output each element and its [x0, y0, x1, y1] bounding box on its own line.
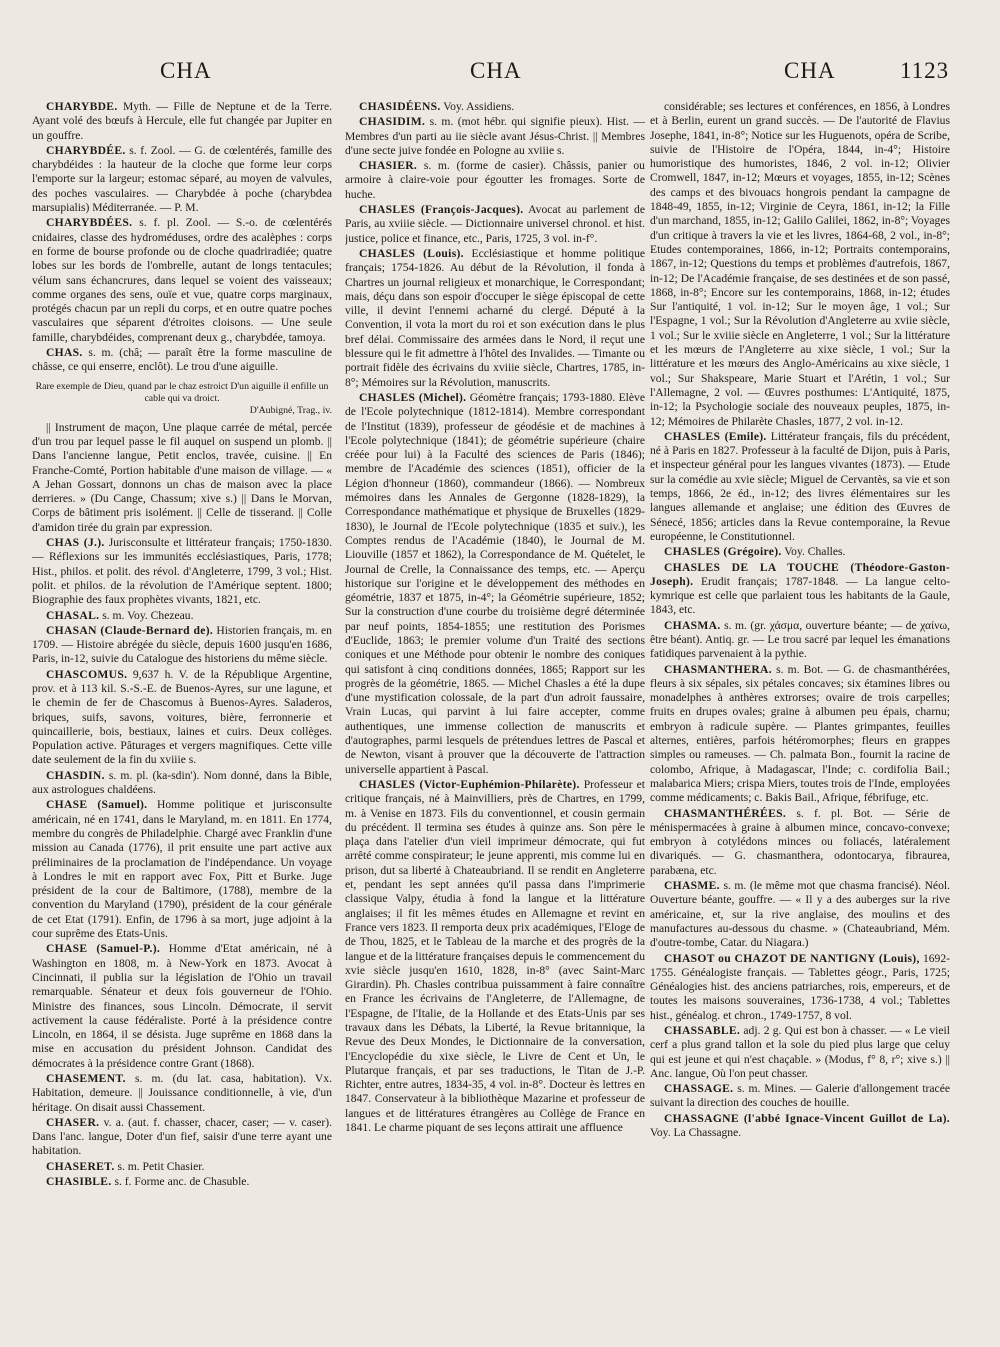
entry-text: s. f. Forme anc. de Chasuble.	[114, 1175, 250, 1189]
entry-text: s. f. pl. Bot. — Série de ménispermacées à graine à albumen mince, concavo-convexe; embryon à cotylédons minces ou foliacés, latéralement divariqués. — G. chasmanthera, odontocarya, fibraurea, parabæna, etc.	[650, 806, 950, 877]
entry-headword: CHASIBLE.	[46, 1175, 112, 1189]
entry-text: s. m. pl. (ka-sdin'). Nom donné, dans la Bible, aux astrologues chaldéens.	[32, 768, 332, 797]
entry-text: Jurisconsulte et littérateur français; 1750-1830. — Réflexions sur les immunités ecclésiastiques, Paris, 1778; Hist., philos. et polit. des révol. d'Angleterre, 1799, 3 vol.; Hist. polit. et philos. de la révolution de l'Amérique septent. 1800; Biographie des faux prophètes vivants, 1821, etc.	[32, 536, 332, 607]
entry-headword: CHASER.	[46, 1115, 100, 1129]
dictionary-entry	[650, 619, 950, 662]
entry-headword: CHARYBDÉES.	[46, 216, 133, 230]
entry-headword: CHASSABLE.	[664, 1024, 741, 1037]
dictionary-entry	[345, 115, 645, 158]
entry-headword: CHASLES (Grégoire).	[664, 545, 782, 559]
dictionary-entry	[345, 778, 645, 1135]
entry-headword: CHASLES DE LA TOUCHE (Théodore-Gaston-Joseph).	[650, 560, 950, 588]
dictionary-entry	[32, 216, 332, 345]
entry-text: || Instrument de maçon, Une plaque carrée de métal, percée d'un trou par lequel passe le fil auquel on suspend un plomb. || Dans l'ancienne langue, Petit enclos, travée, cuisine. || En Franche-Comté, Portion habitable d'une maison de village. — « A Jehan Gossart, donnons un chas de maison avec la place derrieres. » (Du Cange, Chassum; xive s.) || Dans le Morvan, Corps de bâtiment pris isolément. || Celle de tisserand. || Colle d'amidon tirée du grain par expression.	[32, 420, 332, 534]
dictionary-entry	[32, 1160, 332, 1174]
entry-text: Homme politique et jurisconsulte américain, né en 1741, dans le Maryland, m. en 1811. En 1774, membre du congrès de Philadelphie. Chargé avec Franklin d'une mission au Canada (1776), il prit ensuite une part active aux préliminaires de la proclamation de l'indépendance. Un voyage à Londres le mit en rapport avec Fox, Pitt et Burke. Juge président de la cour de Baltimore, (1788), membre de la convention du Maryland (1790), président de la cour générale de cet Etat (1791). Enfin, de 1796 à sa mort, juge adjoint à la cour suprême des Etats-Unis.	[32, 798, 332, 941]
entry-text: Géomètre français; 1793-1880. Elève de l'Ecole polytechnique (1812-1814). Membre correspondant de l'Institut (1839), professeur de géodésie et de machines à l'Ecole polytechnique (1841); de géométrie supérieure (chaire créée pour lui) à la Faculté des sciences de Paris (1846); membre de l'Académie des sciences (1851), officier de la Légion d'honneur (1860), commandeur (1866). — Nombreux mémoires dans les Annales de Gergonne (1828-1829), la Correspondance mathématique et physique de Bruxelles (1829-1830), le Journal de l'Ecole polytechnique (1835 et suiv.), les Comptes rendus de l'Académie (1840), le Journal de M. Liouville (1857 et 1862), la Correspondance de M. Quételet, le Journal de Crelle, la Connaissance des temps, etc. — Aperçu historique sur l'origine et le développement des méthodes en géométrie, 1837 et 1875, in-4°; la Géométrie supérieure, 1852; Sur la construction d'une courbe du troisième degré déterminée par neuf points, 1854-1855; une restitution des Porismes d'Euclide, 1863; le premier volume d'un Traité des sections coniques et une Méthode pour obtenir le nombre des coniques qui satisfont à cinq conditions données, 1865; Rapport sur les progrès de la géométrie, 1865. — Michel Chasles a été la dupe d'une mystification colossale, de la part d'un adroit faussaire, Vrain Lucas, qui parvint à lui faire accepter, comme authentiques, une immense collection de manuscrits et d'autographes, parmi lesquels de prétendues lettres de Pascal et de Newton, visant à prouver que la découverte de l'attraction universelle appartient à Pascal.	[345, 390, 645, 776]
entry-text: s. m. Bot. — G. de chasmanthérées, fleurs à six sépales, six pétales concaves; six étamines libres ou monadelphes à anthères extrorses; ovaire de trois carpelles; fruits en drupes ovales; graine à albumen peu épais, charnu; embryon à radicule supère. — Plantes grimpantes, feuilles alternes, entières, parfois hétéromorphes; fleurs en grappes simples ou rameuses. — Ch. palmata Bon., fournit la racine de colombo, Afrique, à Madagascar, l'Inde; c. cordifolia Bail.; malabarica Miers; crispa Miers, toutes trois de l'Inde, employées comme médicaments; c. Bakis Bail., Afrique, fébrifuge, etc.	[650, 662, 950, 805]
dictionary-entry	[32, 346, 332, 375]
dictionary-entry	[32, 1072, 332, 1115]
entry-headword: CHASEMENT.	[46, 1072, 126, 1085]
entry-headword: CHASE (Samuel).	[46, 798, 148, 812]
dictionary-entry	[650, 879, 950, 950]
dictionary-entry	[32, 536, 332, 607]
dictionary-entry	[345, 203, 645, 246]
entry-headword: CHASSAGE.	[664, 1082, 734, 1096]
entry-text: v. a. (aut. f. chasser, chacer, caser; — v. caser). Dans l'anc. langue, Doter d'un fief, saisir d'une terre ayant une habitation.	[32, 1115, 332, 1158]
dictionary-entry	[32, 769, 332, 798]
dictionary-entry	[650, 100, 950, 429]
entry-headword: CHASMANTHÉRÉES.	[664, 806, 787, 820]
running-head-left: CHA	[160, 58, 212, 83]
entry-headword: CHASLES (Victor-Euphémion-Philarète).	[359, 777, 580, 791]
entry-text: Homme d'Etat américain, né à Washington en 1808, m. à New-York en 1873. Avocat à Cincinnati, il publia sur la législation de l'Ohio un travail remarquable. Sénateur et deux fois gouverneur de l'Ohio. Ministre des finances, sous Lincoln. Démocrate, il servit activement la cause fédéraliste. Porté à la présidence contre Lincoln, en 1864, il se désista. Juge suprême en 1868 dans la mise en accusation du président Johnson. Candidat des démocrates à la présidence contre Grant (1868).	[32, 942, 332, 1070]
entry-text: Voy. Challes.	[784, 545, 846, 559]
entry-headword: CHASAL.	[46, 608, 100, 622]
dictionary-entry	[345, 391, 645, 777]
dictionary-entry	[32, 668, 332, 768]
dictionary-entry	[32, 144, 332, 215]
dictionary-entry	[650, 663, 950, 806]
dictionary-entry	[345, 100, 645, 114]
entry-text: s. f. pl. Zool. — S.-o. de cœlentérés cnidaires, classe des hydroméduses, ordre des acalèphes : corps en forme de bourse profonde ou de cloche quadriradiée; quatre lobes sur les bords de l'ombrelle, autant de longs tentacules; vélum sans échancrures, dans lequel se voient des vaisseaux; comme organes des sens, ouïe et vue, quatre corps marginaux, protégés chacun par un repli du corps, et en outre quatre poches vasculaires que séparent d'étroites cloisons. — Une seule famille, charybdéides, comprenant deux g., charybdée, tamoya.	[32, 216, 332, 344]
entry-text: s. m. Petit Chasier.	[117, 1159, 205, 1173]
entry-headword: CHASIDIM.	[359, 115, 426, 129]
entry-text: Historien français, m. en 1709. — Histoire abrégée du siècle, depuis 1600 jusqu'en 1686, Paris, in-12, suivie du Catalogue des historiens du même siècle.	[32, 623, 332, 666]
entry-headword: CHASLES (Michel).	[359, 390, 467, 404]
entry-headword: CHASIER.	[359, 159, 418, 173]
entry-text: s. f. Zool. — G. de cœlentérés, famille des charybdéides : la hauteur de la cloche que forme leur corps l'emporte sur la largeur; estomac séparé, au moyen de valvules, des poches vasculaires. — Charybdée à poche (charybdea marsupialis) Méditerranée. — P. M.	[32, 143, 332, 215]
entry-text: Myth. — Fille de Neptune et de la Terre. Ayant volé des bœufs à Hercule, elle fut changée par Jupiter en un gouffre.	[32, 100, 332, 142]
running-head-right: CHA	[784, 58, 836, 83]
entry-text: s. m. (mot hébr. qui signifie pieux). Hist. — Membres d'un parti au iie siècle avant Jésus-Christ. || Membres d'une secte juive fondée en Pologne au xviiie s.	[345, 115, 645, 157]
dictionary-entry	[650, 1112, 950, 1141]
entry-headword: CHARYBDÉE.	[46, 143, 126, 157]
entry-headword: CHASCOMUS.	[46, 667, 128, 681]
dictionary-entry	[32, 421, 332, 535]
column-right	[650, 100, 950, 1330]
dictionary-entry	[32, 1175, 332, 1189]
dictionary-entry	[650, 545, 950, 559]
dictionary-entry	[650, 1082, 950, 1111]
entry-text: 9,637 h. V. de la République Argentine, prov. et à 113 kil. S.-S.-E. de Buenos-Ayres, sur une lagune, et le chemin de fer de Chascomus à Buenos-Ayres. Saladeros, briques, suifs, savons, voitures, bière, ferronnerie et quincaillerie, bois, bestiaux, laines et cuirs. Deux collèges. Population active. Pâturages et vergers magnifiques. Cette ville date seulement de la fin du xviiie s.	[32, 667, 332, 767]
entry-headword: CHASMANTHERA.	[664, 662, 772, 676]
entry-text: s. m. (le même mot que chasma francisé). Néol. Ouverture béante, gouffre. — « Il y a des auberges sur la rive américaine, et, sur la rive anglaise, des moulins et des manufactures au-dessous du chasme. » (Chateaubriand, Mém. d'outre-tombe, Catar. du Niagara.)	[650, 879, 950, 950]
dictionary-entry	[32, 609, 332, 623]
quote-source: D'Aubigné, Trag., iv.	[249, 404, 332, 416]
entry-headword: CHARYBDE.	[46, 100, 118, 113]
entry-headword: CHASE (Samuel-P.).	[46, 942, 161, 956]
quote-text: Rare exemple de Dieu, quand par le chaz estroict D'un aiguille il enfille un cable qui va droict.	[35, 380, 329, 404]
dictionary-entry	[32, 100, 332, 143]
entry-text: Erudit français; 1787-1848. — La langue celto-kymrique est celle que parlaient tous les habitants de la Gaule, 1843, etc.	[650, 574, 950, 617]
dictionary-entry	[650, 952, 950, 1023]
entry-text: Professeur et critique français, né à Mainvilliers, près de Chartres, en 1799, m. à Venise en 1873. Fils du conventionnel, et cousin germain du précédent. Il termina ses études à quinze ans. Son père le plaça dans l'atelier d'un vieil imprimeur démocrate, qui fut arrêté comme conspirateur; le jeune apprenti, mis comme lui en prison, dut sa liberté à Chateaubriand. Il se rendit en Angleterre et, pendant les sept années qu'il passa dans l'imprimerie classique Valpy, étudia à fond la langue et la littérature anglaises; il fit les mêmes études en Allemagne et revint en France vers 1823. Il remporta deux prix académiques, l'Eloge de de Thou, 1825, et le Tableau de la marche et des progrès de la langue et de la littérature françaises depuis le commencement du xvie siècle jusqu'en 1610, 1828, in-8° (avec Saint-Marc Girardin). Ph. Chasles contribua puissamment à faire connaître en France les écrivains de l'Angleterre, de l'Allemagne, de l'Espagne, de l'Italie, de la Hollande et des Etats-Unis par ses travaux dans les Débats, la Liberté, la Revue britannique, la Revue des Deux Mondes, le Dictionnaire de la conversation, l'Encyclopédie du xixe siècle, le Livre de Cent et Un, le Plutarque français, et par ses traductions, le Titan de J.-P. Richter, entre autres, 1834-35, 4 vol. in-8°. Docteur ès lettres en 1847. Conservateur à la bibliothèque Mazarine et professeur de langues et de littératures étrangères au Collège de France en 1841. Le charme piquant de ses leçons attirait une affluence	[345, 777, 645, 1135]
dictionary-entry	[32, 942, 332, 1071]
entry-headword: CHASLES (Emile).	[664, 429, 767, 443]
column-left	[32, 100, 332, 1330]
entry-text: Littérateur français, fils du précédent, né à Paris en 1827. Professeur à la faculté de Dijon, puis à Paris, et inspecteur général pour les langues vivantes (1873). — Etude sur la comédie au xvie siècle; Miguel de Cervantès, sa vie et son temps, 1866, 2e éd., in-12; des livres élémentaires sur les langues allemande et anglaise; une édition des Œuvres de Sénecé, 1856; articles dans la Revue contemporaine, la Revue européenne, le Constitutionnel.	[650, 429, 950, 543]
entry-headword: CHASLES (François-Jacques).	[359, 203, 524, 217]
entry-text: Voy. Assidiens.	[443, 100, 515, 113]
entry-text: s. m. (forme de casier). Châssis, panier ou armoire à claire-voie pour égoutter les fromages. Sorte de huche.	[345, 159, 645, 201]
dictionary-entry	[32, 624, 332, 667]
entry-text: Avocat au parlement de Paris, au xviiie siècle. — Dictionnaire universel chronol. et hist. justice, police et finance, etc., Paris, 1725, 3 vol. in-f°.	[345, 203, 645, 245]
page-number: 1123	[900, 58, 950, 83]
dictionary-entry	[345, 247, 645, 390]
dictionary-entry	[32, 798, 332, 941]
entry-headword: CHASMA.	[664, 618, 721, 632]
entry-headword: CHASDIN.	[46, 768, 105, 782]
entry-text: s. m. (du lat. casa, habitation). Vx. Habitation, demeure. || Jouissance conditionnelle, à vie, d'un héritage. On disait aussi Chassement.	[32, 1072, 332, 1114]
dictionary-entry	[32, 1116, 332, 1159]
entry-headword: CHASAN (Claude-Bernard de).	[46, 623, 214, 637]
entry-text: s. m. Voy. Chezeau.	[102, 608, 194, 622]
entry-text: s. m. (châ; — paraît être la forme masculine de châsse, ce qui enserre, enclôt). Le trou d'une aiguille.	[32, 346, 332, 374]
running-head-center: CHA	[470, 58, 522, 83]
entry-headword: CHAS.	[46, 346, 83, 360]
dictionary-entry	[650, 807, 950, 878]
column-middle	[345, 100, 645, 1330]
dictionary-entry	[650, 1024, 950, 1081]
entry-headword: CHASME.	[664, 879, 720, 893]
entry-text: 1692-1755. Généalogiste français. — Tablettes géogr., Paris, 1725; Généalogies hist. des anciens patriarches, rois, empereurs, et de toutes les maisons souveraines, 1736-1738, 4 vol.; Tablettes hist., généalog. et chron., 1749-1757, 8 vol.	[650, 951, 950, 1022]
entry-text: s. m. (gr. χάσμα, ouverture béante; — de χαίνω, être béant). Antiq. gr. — Le trou sacré par lequel les émanations fatidiques parvenaient à la pythie.	[650, 618, 950, 661]
entry-text: considérable; ses lectures et conférences, en 1856, à Londres et à Berlin, eurent un grand succès. — De l'autorité de Flavius Josephe, 1841, in-8°; Notice sur les Huguenots, opéra de Scribe, suivie de l'Histoire de l'Opéra, 1844, in-4°; Histoire humoristique des humoristes, 1846, 2 vol. in-12; Olivier Cromwell, 1847, in-12; Mœurs et voyages, 1855, in-12; Scènes des camps et des bivouacs hongrois pendant la campagne de 1848-49, 1855, in-12; Virginie de Ceyra, 1861, in-12; la Fille d'un marchand, 1855, in-12; Galilo Galilei, 1862, in-8°; Voyages d'un critique à travers la vie et les livres, 1864-68, 2 vol., in-8°; Etudes contemporaines, 1866, in-12; Portraits contemporains, 1867, in-12; Questions du temps et problèmes d'autrefois, 1867, in-12; De l'Académie française, de ses destinées et de son passé, 1868, in-8°; Encore sur les contemporains, 1868, in-12; études Sur l'antiquité, 1 vol. in-12; Sur le moyen âge, 1 vol.; Sur l'Espagne, 1 vol.; Sur la Révolution d'Angleterre au xviie siècle, 1 vol.; Sur le xviiie siècle en Angleterre, 1 vol.; Sur la littérature et les mœurs de l'Angleterre au xixe siècle, 1 vol.; Sur la littérature et les mœurs des Anglo-Américains au xixe siècle, 1 vol.; Sur Shakspeare, Marie Stuart et l'Arétin, 1 vol.; Sur l'Allemagne, 2 vol. — Œuvres posthumes: L'Antiquité, 1875, in-12; la Psychologie sociale des nouveaux peuples, 1875, in-12; Mémoires de Philarète Chasles, 1877, 2 vol. in-12.	[650, 100, 950, 428]
dictionary-entry	[650, 561, 950, 618]
entry-headword: CHASOT ou CHAZOT DE NANTIGNY (Louis),	[664, 951, 920, 965]
entry-text: Ecclésiastique et homme politique français; 1754-1826. Au début de la Révolution, il fonda à Chartres un journal religieux et monarchique, le Correspondant; mais, déçu dans son espoir d'occuper le siège épiscopal de cette ville, il devint l'ennemi acharné du clergé. Député à la Convention, il vota la mort du roi et son exécution dans le plus bref délai. Commissaire des armées dans le Nord, il reçut une blessure qui le fit admettre à l'hôtel des Invalides. — Timante ou portrait fidèle des écrivains du xviiie siècle, Chartres, 1785, in-8°; Mémoires sur la Révolution, manuscrits.	[345, 246, 645, 389]
entry-headword: CHAS (J.).	[46, 536, 105, 550]
citation-quote	[32, 381, 332, 417]
entry-headword: CHASSAGNE (l'abbé Ignace-Vincent Guillot de La).	[664, 1111, 950, 1125]
entry-text: s. m. Mines. — Galerie d'allongement tracée suivant la direction des couches de houille.	[650, 1082, 950, 1110]
dictionary-entry	[345, 159, 645, 202]
entry-headword: CHASIDÉENS.	[359, 100, 441, 113]
dictionary-entry	[650, 430, 950, 544]
entry-text: Voy. La Chassagne.	[650, 1126, 742, 1140]
entry-headword: CHASERET.	[46, 1159, 115, 1173]
entry-headword: CHASLES (Louis).	[359, 246, 464, 260]
entry-text: adj. 2 g. Qui est bon à chasser. — « Le vieil cerf a plus grand tallon et la sole du pied plus large que celuy qui est jeune et qui n'est chaçable. » (Modus, f° 8, r°; xive s.) || Anc. langue, Où l'on peut chasser.	[650, 1024, 950, 1080]
